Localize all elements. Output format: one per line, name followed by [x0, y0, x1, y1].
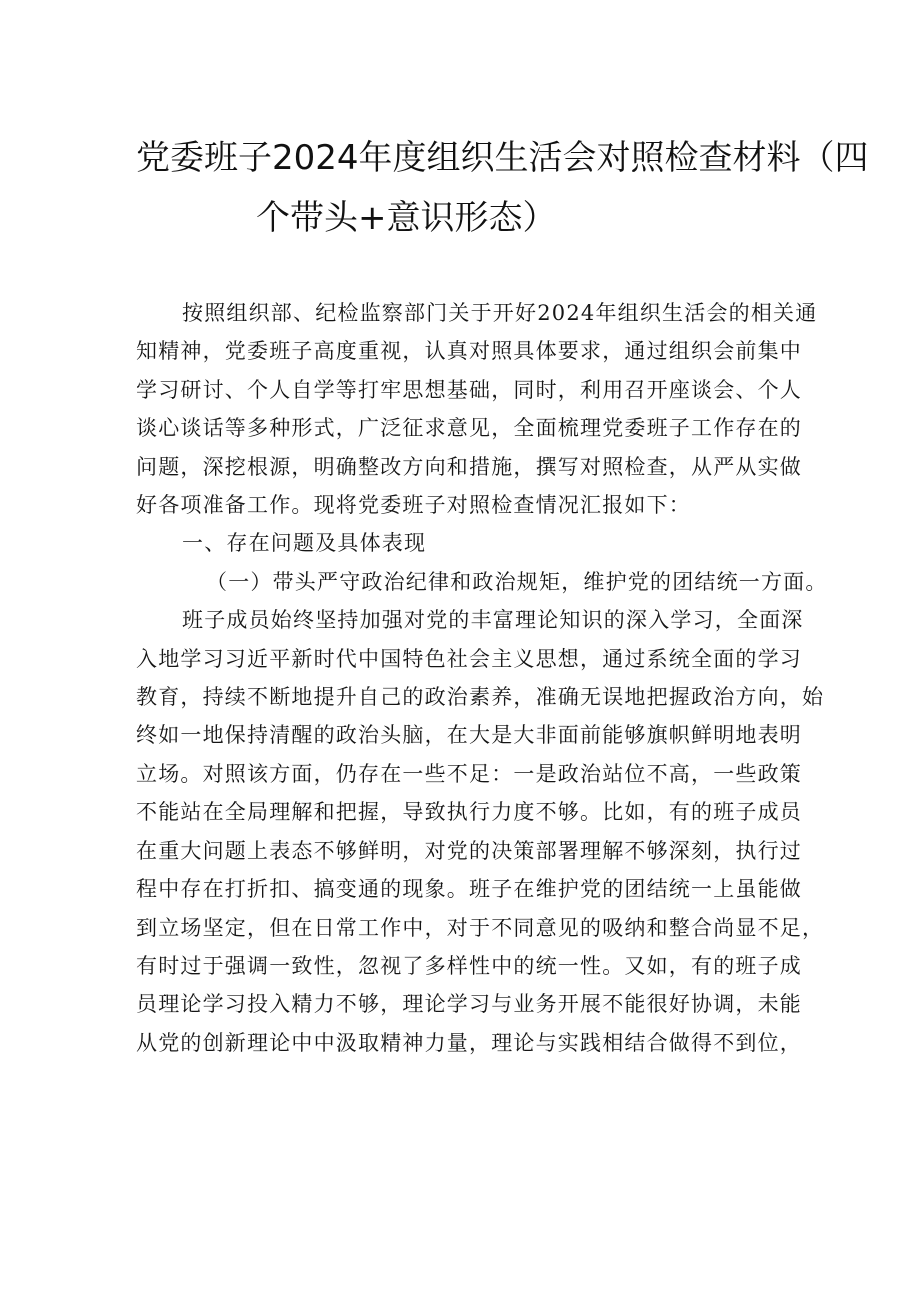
- paragraph-intro: [136, 294, 818, 524]
- title-line: 党委班子2024年度组织生活会对照检查材料（四: [136, 138, 869, 178]
- text-line: 一、存在问题及具体表现: [182, 531, 427, 556]
- text-line: 从党的创新理论中中汲取精神力量，理论与实践相结合做得不到位，: [136, 1030, 802, 1055]
- document-title: [0, 128, 920, 248]
- text-line: 入地学习习近平新时代中国特色社会主义思想，通过系统全面的学习: [136, 646, 802, 671]
- subsection-heading: [136, 563, 828, 601]
- text-line: 学习研讨、个人自学等打牢思想基础，同时，利用召开座谈会、个人: [136, 377, 802, 402]
- text-line: 在重大问题上表态不够鲜明，对党的决策部署理解不够深刻，执行过: [136, 838, 802, 863]
- text-line: 不能站在全局理解和把握，导致执行力度不够。比如，有的班子成员: [136, 800, 802, 825]
- title-line: 个带头+意识形态）: [256, 198, 557, 238]
- text-line: （一）带头严守政治纪律和政治规矩，维护党的团结统一方面。: [206, 569, 828, 594]
- text-line: 问题，深挖根源，明确整改方向和措施，撰写对照检查，从严从实做: [136, 454, 802, 479]
- text-line: 教育，持续不断地提升自己的政治素养，准确无误地把握政治方向，始: [136, 685, 825, 710]
- text-line: 班子成员始终坚持加强对党的丰富理论知识的深入学习，全面深: [182, 608, 804, 633]
- paragraph-body: [136, 601, 825, 1062]
- text-line: 好各项准备工作。现将党委班子对照检查情况汇报如下：: [136, 493, 691, 518]
- section-heading: [136, 524, 800, 562]
- text-line: 到立场坚定，但在日常工作中，对于不同意见的吸纳和整合尚显不足，: [136, 915, 825, 940]
- text-line: 立场。对照该方面，仍存在一些不足：一是政治站位不高，一些政策: [136, 761, 802, 786]
- text-line: 按照组织部、纪检监察部门关于开好2024年组织生活会的相关通: [182, 301, 818, 325]
- text-line: 谈心谈话等多种形式，广泛征求意见，全面梳理党委班子工作存在的: [136, 416, 802, 441]
- text-line: 程中存在打折扣、搞变通的现象。班子在维护党的团结统一上虽能做: [136, 877, 802, 902]
- text-line: 员理论学习投入精力不够，理论学习与业务开展不能很好协调，未能: [136, 992, 802, 1017]
- text-line: 有时过于强调一致性，忽视了多样性中的统一性。又如，有的班子成: [136, 953, 802, 978]
- text-line: 终如一地保持清醒的政治头脑，在大是大非面前能够旗帜鲜明地表明: [136, 723, 802, 748]
- text-line: 知精神，党委班子高度重视，认真对照具体要求，通过组织会前集中: [136, 339, 802, 364]
- document-body: [136, 294, 828, 1062]
